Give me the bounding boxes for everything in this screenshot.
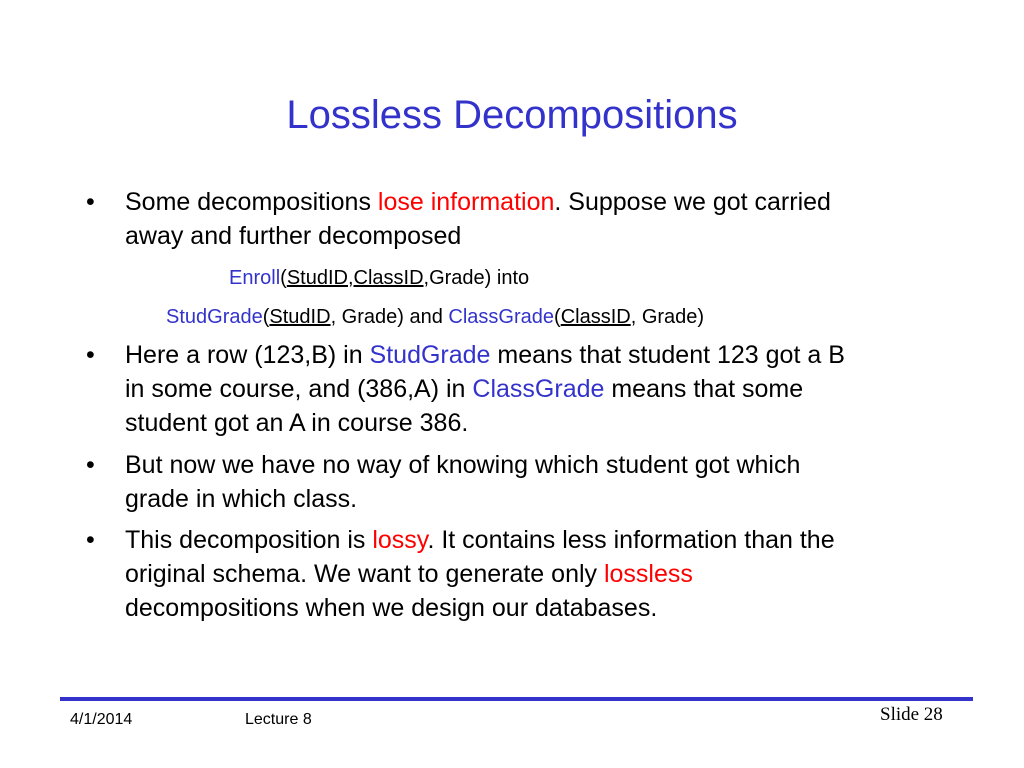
highlight-lossy: lossy xyxy=(372,526,428,554)
footer-slide-number: Slide 28 xyxy=(880,704,943,725)
bullet-1-text xyxy=(125,185,965,253)
footer-divider xyxy=(60,697,973,701)
footer-date: 4/1/2014 xyxy=(70,711,133,728)
schema-decomposed: StudGrade(StudID, Grade) and ClassGrade(ClassID, Grade) xyxy=(166,306,705,328)
key-classid: ClassID xyxy=(560,306,631,328)
footer-lecture: Lecture 8 xyxy=(245,711,312,728)
bullet-1-line-1: Some decompositions lose information. Suppose we got carried xyxy=(125,188,831,216)
bullet-2-line-2: in some course, and (386,A) in ClassGrade means that some xyxy=(125,375,804,403)
bullet-2-line-1: Here a row (123,B) in StudGrade means that student 123 got a B xyxy=(125,341,845,369)
highlight-lossless: lossless xyxy=(603,560,693,588)
bullet-3-text xyxy=(125,448,965,516)
slide-title: Lossless Decompositions xyxy=(286,93,738,137)
relation-enroll: Enroll xyxy=(229,267,281,289)
bullet-marker: • xyxy=(86,451,95,479)
highlight-classgrade: ClassGrade xyxy=(472,375,605,403)
bullet-4-line-3: decompositions when we design our databases. xyxy=(125,594,658,622)
key-studid: StudID xyxy=(269,306,331,328)
bullet-4-line-2: original schema. We want to generate only lossless xyxy=(125,560,693,588)
relation-studgrade: StudGrade xyxy=(166,306,263,328)
bullet-2-line-3: student got an A in course 386. xyxy=(125,409,469,437)
bullet-3-line-1: But now we have no way of knowing which student got which xyxy=(125,451,801,479)
highlight-studgrade: StudGrade xyxy=(369,341,491,369)
bullet-2-text xyxy=(125,338,965,440)
highlight-lose-information: lose information xyxy=(377,188,555,216)
bullet-marker: • xyxy=(86,188,95,216)
bullet-marker: • xyxy=(86,341,95,369)
relation-classgrade: ClassGrade xyxy=(448,306,555,328)
schema-enroll: Enroll(StudID,ClassID,Grade) into xyxy=(229,267,530,289)
key-enroll: StudID,ClassID xyxy=(286,267,424,289)
bullet-marker: • xyxy=(86,526,95,554)
bullet-1-line-2: away and further decomposed xyxy=(125,222,462,250)
bullet-3-line-2: grade in which class. xyxy=(125,485,358,513)
bullet-4-line-1: This decomposition is lossy. It contains less information than the xyxy=(125,526,835,554)
bullet-4-text xyxy=(125,523,965,625)
